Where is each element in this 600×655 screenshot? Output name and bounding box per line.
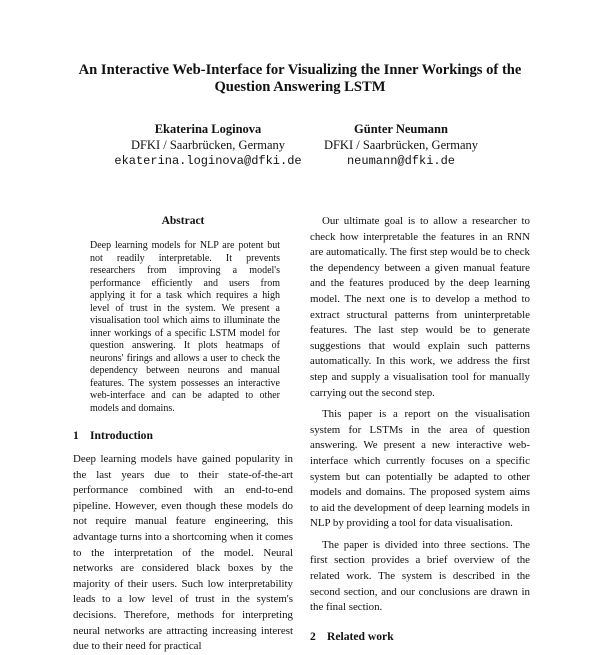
paper-title: [60, 62, 540, 96]
body-paragraph: The paper is divided into three sections. The first section provides a brief overview of the related work. The system is described in the second section, and our conclusions are drawn in the final section.: [310, 538, 530, 614]
section-heading-introduction: [73, 429, 293, 443]
section-heading-related-work: [310, 630, 530, 644]
author-name: Ekaterina Loginova: [154, 122, 262, 136]
author-email: neumann@dfki.de: [346, 154, 456, 168]
section-title: Introduction: [90, 429, 153, 442]
author-block-1: [93, 121, 323, 169]
section-number: 1: [73, 429, 79, 442]
body-paragraph: Our ultimate goal is to allow a researcher to check how interpretable the features in an RNN are automatically. The first step would be to check the dependency between a given manual feature and the features produced by the deep learning model. The next one is to develop a method to extract structural patterns from uninterpretable features. The last step would be to generate suggestions that would explain such patterns automatically. In this work, we address the first step and supply a visualisation tool for manually carrying out the second step.: [310, 215, 530, 399]
author-email: ekaterina.loginova@dfki.de: [114, 154, 302, 168]
abstract-heading: Abstract: [161, 215, 205, 227]
left-column: [73, 214, 293, 655]
author-affiliation: DFKI / Saarbrücken, Germany: [130, 138, 286, 152]
section-title: Related work: [327, 629, 394, 643]
title-line-2: Question Answering LSTM: [214, 79, 386, 95]
author-name: Günter Neumann: [354, 122, 448, 136]
section-number: 2: [310, 629, 316, 643]
title-line-1: An Interactive Web-Interface for Visualizing the Inner Workings of the: [78, 62, 522, 78]
author-block-2: [292, 121, 510, 169]
body-paragraph: This paper is a report on the visualisation system for LSTMs in the area of question answering. We present a new interactive web-interface which currently focuses on a specific system but can potentially be adapted to other models and domains. The proposed system aims to aid the development of deep learning models in NLP by providing a tool for data visualisation.: [310, 408, 530, 530]
author-affiliation: DFKI / Saarbrücken, Germany: [323, 138, 479, 152]
right-column: [310, 214, 530, 653]
intro-paragraph: Deep learning models have gained popularity in the last years due to their state-of-the-art performance combined with an end-to-end pipeline. However, even though these models do not require manual feature engineering, this advantage turns into a shortcoming when it comes to the interpretation of the model. Neural networks are considered black boxes by the majority of their users. Such low interpretability leads to a low level of trust in the system's decisions. Therefore, methods for interpreting neural networks are attracting increasing interest due to their need for practical: [73, 453, 293, 653]
abstract-text: Deep learning models for NLP are potent but not readily interpretable. It prevents researchers from improving a model's performance efficiently and users from applying it for a task which requires a high level of trust in the system. We present a visualisation tool which aims to illuminate the inner workings of a specific LSTM model for question answering. It plots heatmaps of neurons' firings and allows a user to check the dependency between neurons and manual features. The system possesses an interactive web-interface and can be adapted to other models and domains.: [90, 240, 280, 414]
